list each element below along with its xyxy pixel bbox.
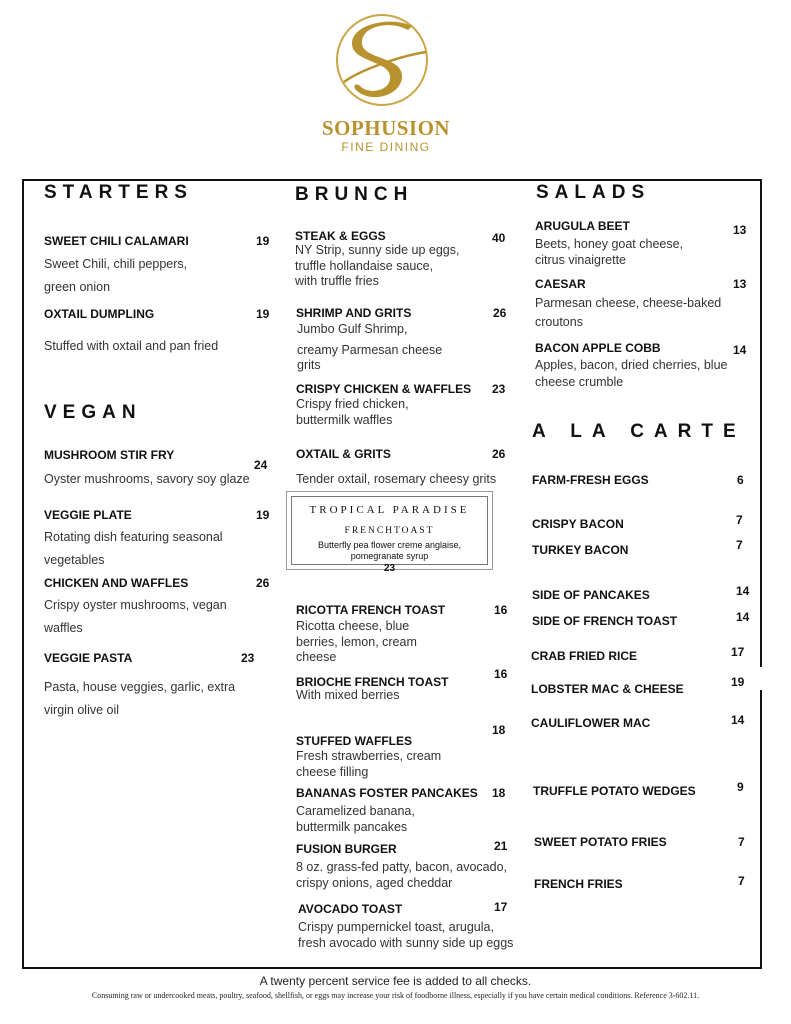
item-price: 26 [256,576,270,590]
featured-title: TROPICAL PARADISE [309,504,470,516]
item-name: CRISPY BACON [532,517,624,531]
item-price: 40 [492,231,506,245]
item-name: VEGGIE PLATE [44,508,132,522]
item-name: ARUGULA BEET [535,219,630,233]
logo [316,12,456,157]
item-description: Crispy pumpernickel toast, arugula, fresh avocado with sunny side up eggs [298,920,514,950]
frame-bottom-border [22,967,762,969]
section-title-vegan: VEGAN [44,402,142,423]
item-price: 7 [736,513,743,527]
item-price: 6 [737,473,744,487]
item-price: 13 [733,277,747,291]
item-name: CAULIFLOWER MAC [531,716,651,730]
item-name: SHRIMP AND GRITS [296,306,412,320]
item-name: TURKEY BACON [532,543,629,557]
item-price: 14 [736,584,750,598]
item-price: 18 [492,786,506,800]
frame-right-border-lower [760,690,762,969]
item-price: 23 [492,382,506,396]
item-name: CRAB FRIED RICE [531,649,638,663]
item-price: 18 [492,723,506,737]
consumer-advisory-note: Consuming raw or undercooked meats, poultry, seafood, shellfish, or eggs may increase your risk of foodborne illness, especially if you have certain medical conditions. Reference 3-602.11. [91,991,700,1000]
item-name: VEGGIE PASTA [44,651,133,665]
item-description: Ricotta cheese, blue berries, lemon, cream cheese [296,619,417,664]
section-title-salads: SALADS [536,182,651,203]
item-description: Tender oxtail, rosemary cheesy grits [296,472,497,486]
item-price: 26 [492,447,506,461]
item-name: STUFFED WAFFLES [296,734,412,748]
item-description: Oyster mushrooms, savory soy glaze [44,472,250,486]
brand-subtitle: FINE DINING [341,140,431,154]
item-description: Parmesan cheese, cheese-baked croutons [535,296,722,329]
item-name: FARM-FRESH EGGS [532,473,649,487]
item-price: 19 [731,675,745,689]
item-name: CAESAR [535,277,586,291]
featured-description: Butterfly pea flower creme anglaise, pomegranate syrup [317,540,462,561]
item-description: Sweet Chili, chili peppers, green onion [44,257,188,294]
item-name: OXTAIL & GRITS [296,447,391,461]
item-price: 19 [256,234,270,248]
brand-name: SOPHUSION [321,116,451,140]
item-description: Jumbo Gulf Shrimp, creamy Parmesan cheese grits [297,322,443,372]
item-price: 16 [494,667,508,681]
item-price: 7 [738,835,745,849]
item-name: RICOTTA FRENCH TOAST [296,603,446,617]
item-name: FUSION BURGER [296,842,397,856]
item-price: 7 [736,538,743,552]
item-description: Crispy fried chicken, buttermilk waffles [296,397,409,427]
featured-price: 23 [383,563,396,574]
frame-right-border [760,179,762,667]
item-name: CRISPY CHICKEN & WAFFLES [296,382,472,396]
logo-emblem-icon [330,12,440,112]
item-name: CHICKEN AND WAFFLES [44,576,189,590]
item-name: LOBSTER MAC & CHEESE [531,682,684,696]
item-description: With mixed berries [296,688,400,702]
item-description: Rotating dish featuring seasonal vegetables [44,530,223,567]
item-name: STEAK & EGGS [295,229,386,243]
item-price: 17 [731,645,745,659]
item-price: 13 [733,223,747,237]
item-price: 24 [254,458,268,472]
item-description: Fresh strawberries, cream cheese filling [296,749,442,779]
item-name: SWEET POTATO FRIES [534,835,667,849]
section-title-a-la-carte: A LA CARTE [532,421,746,442]
item-price: 17 [494,900,508,914]
item-description: Caramelized banana, buttermilk pancakes [296,804,415,834]
service-fee-note: A twenty percent service fee is added to all checks. [259,974,532,988]
frame-left-border [22,179,24,969]
item-price: 9 [737,780,744,794]
item-name: SIDE OF PANCAKES [532,588,650,602]
item-price: 14 [733,343,747,357]
item-price: 23 [241,651,255,665]
item-price: 19 [256,508,270,522]
frame-top-border [22,179,762,181]
item-name: OXTAIL DUMPLING [44,307,155,321]
featured-subtitle: FRENCHTOAST [344,526,435,536]
item-price: 21 [494,839,508,853]
item-price: 14 [736,610,750,624]
item-name: BANANAS FOSTER PANCAKES [296,786,478,800]
section-title-brunch: BRUNCH [295,184,414,205]
section-title-starters: STARTERS [44,182,193,203]
item-price: 16 [494,603,508,617]
item-price: 26 [493,306,507,320]
item-description: Pasta, house veggies, garlic, extra virgin olive oil [44,680,236,717]
item-description: Beets, honey goat cheese, citrus vinaigrette [535,237,684,267]
item-name: AVOCADO TOAST [298,902,403,916]
item-description: 8 oz. grass-fed patty, bacon, avocado, crispy onions, aged cheddar [296,860,508,890]
item-description: Crispy oyster mushrooms, vegan waffles [44,598,227,635]
item-name: SWEET CHILI CALAMARI [44,234,189,248]
item-description: Apples, bacon, dried cherries, blue cheese crumble [535,358,728,389]
item-name: BACON APPLE COBB [535,341,661,355]
item-price: 7 [738,874,745,888]
item-price: 14 [731,713,745,727]
item-name: SIDE OF FRENCH TOAST [532,614,678,628]
item-name: MUSHROOM STIR FRY [44,448,175,462]
item-price: 19 [256,307,270,321]
item-name: TRUFFLE POTATO WEDGES [533,784,696,798]
featured-special-box [286,491,493,574]
item-name: FRENCH FRIES [534,877,623,891]
item-description: Stuffed with oxtail and pan fried [44,339,219,353]
item-description: NY Strip, sunny side up eggs, truffle hollandaise sauce, with truffle fries [295,243,460,288]
item-name: BRIOCHE FRENCH TOAST [296,675,449,689]
